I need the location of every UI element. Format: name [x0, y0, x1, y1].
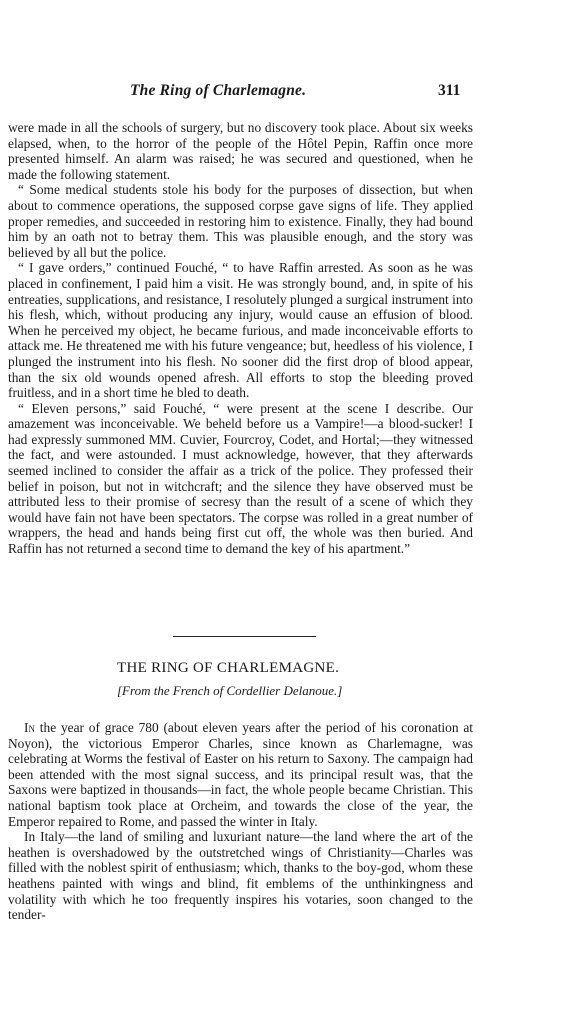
section-divider: [173, 636, 316, 637]
paragraph: [8, 720, 473, 829]
running-title: The Ring of Charlemagne.: [130, 82, 307, 99]
section-attribution: [From the French of Cordellier Delanoue.]: [117, 683, 343, 698]
paragraph: “ Eleven persons,” said Fouché, “ were present at the scene I describe. Our amazement was inconceivable. We beheld before us a Vampire!—a blood-sucker! I had expressly summoned MM. Cuvier, Fourcroy, Codet, and Hortal;—they witnessed the fact, and were astounded. I must acknowledge, however, that they afterwards seemed inclined to consider the affair as a trick of the police. They professed their belief in poison, but not in witchcraft; and the silence they have observed must be attributed less to their promise of secresy than the result of a scene of which they would have fain not have been spectators. The corpse was rolled in a great number of wrappers, the head and hands being first cut off, the whole was then buried. And Raffin has not returned a second time to demand the key of his apartment.”: [8, 400, 473, 557]
paragraph: were made in all the schools of surgery, but no discovery took place. About six weeks elapsed, when, to the horror of the people of the Hôtel Pepin, Raffin once more presented himself. An alarm was raised; he was secured and questioned, when he made the following statement.: [8, 120, 473, 182]
running-head: [0, 82, 581, 104]
paragraph: “ Some medical students stole his body for the purposes of dissection, but when about to commence operations, the supposed corpse gave signs of life. They applied proper remedies, and succeeded in restoring him to existence. Finally, they had bound him by an oath not to betray them. This was plausible enough, and the story was believed by all but the police.: [8, 182, 473, 260]
section-title: THE RING OF CHARLEMAGNE.: [117, 660, 340, 676]
story-opening: [8, 720, 473, 923]
paragraph: In Italy—the land of smiling and luxuriant nature—the land where the art of the heathen is overshadowed by the outstretched wings of Christianity—Charles was filled with the noblest spirit of enthusiasm; which, thanks to the boy-god, whom these heathens painted with wings and blind, fit emblems of the unthinkingness and volatility with which he too frequently inspires his votaries, soon changed to the tender-: [8, 829, 473, 923]
continued-narrative: [8, 120, 473, 557]
lead-in-word: In: [24, 720, 35, 735]
paragraph: “ I gave orders,” continued Fouché, “ to have Raffin arrested. As soon as he was placed in confinement, I paid him a visit. He was strongly bound, and, in spite of his entreaties, supplications, and resistance, I resolutely plunged a surgical instrument into his flesh, which, without producing any injury, would cause an effusion of blood. When he perceived my object, he became furious, and made inconceivable efforts to attack me. He threatened me with his future vengeance; but, heedless of his violence, I plunged the instrument into his flesh. No sooner did the first drop of blood appear, than the six old wounds opened afresh. All efforts to stop the bleeding proved fruitless, and in a short time he bled to death.: [8, 260, 473, 401]
paragraph-text: the year of grace 780 (about eleven years after the period of his coronation at Noyon), the victorious Emperor Charles, since known as Charlemagne, was celebrating at Worms the festival of Easter on his return to Saxony. The campaign had been attended with the most signal success, and its principal result was, that the Saxons were baptized in thousands—in fact, the whole people became Christian. This national baptism took place at Orcheim, and towards the close of the year, the Emperor repaired to Rome, and passed the winter in Italy.: [8, 720, 473, 829]
page-number: 311: [438, 82, 461, 99]
